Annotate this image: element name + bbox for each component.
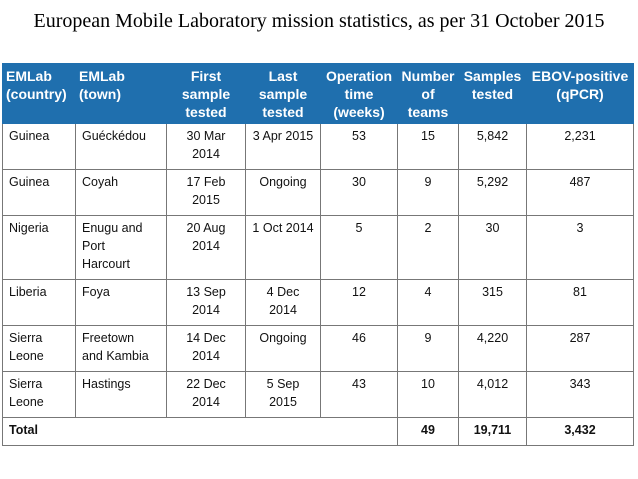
header-town: EMLab (town) (76, 64, 167, 124)
cell-teams: 2 (398, 216, 459, 280)
cell-country: Sierra Leone (3, 326, 76, 372)
cell-teams: 9 (398, 170, 459, 216)
cell-last-sample: 5 Sep 2015 (246, 372, 321, 418)
page-title: European Mobile Laboratory mission statistics, as per 31 October 2015 (33, 10, 605, 32)
total-samples: 19,711 (459, 418, 527, 446)
cell-first-sample: 14 Dec 2014 (167, 326, 246, 372)
table-row (3, 372, 634, 418)
table-row (3, 216, 634, 280)
cell-country: Guinea (3, 170, 76, 216)
header-operation-time: Operation time (weeks) (321, 64, 398, 124)
cell-samples: 4,012 (459, 372, 527, 418)
cell-town: Guéckédou (76, 124, 167, 170)
cell-last-sample: 3 Apr 2015 (246, 124, 321, 170)
cell-samples: 4,220 (459, 326, 527, 372)
cell-country: Liberia (3, 280, 76, 326)
cell-last-sample: 1 Oct 2014 (246, 216, 321, 280)
cell-ebov: 343 (527, 372, 634, 418)
cell-samples: 30 (459, 216, 527, 280)
cell-country: Guinea (3, 124, 76, 170)
cell-samples: 5,292 (459, 170, 527, 216)
table-row (3, 170, 634, 216)
cell-ebov: 487 (527, 170, 634, 216)
cell-last-sample: 4 Dec 2014 (246, 280, 321, 326)
header-first-sample: First sample tested (167, 64, 246, 124)
cell-first-sample: 30 Mar 2014 (167, 124, 246, 170)
mission-statistics-table (2, 63, 634, 446)
cell-teams: 15 (398, 124, 459, 170)
cell-teams: 9 (398, 326, 459, 372)
table-total-row (3, 418, 634, 446)
cell-ebov: 287 (527, 326, 634, 372)
cell-country: Sierra Leone (3, 372, 76, 418)
header-country: EMLab (country) (3, 64, 76, 124)
cell-first-sample: 17 Feb 2015 (167, 170, 246, 216)
table-row (3, 124, 634, 170)
total-ebov: 3,432 (527, 418, 634, 446)
cell-samples: 315 (459, 280, 527, 326)
cell-ebov: 2,231 (527, 124, 634, 170)
cell-operation-time: 53 (321, 124, 398, 170)
header-number-of-teams: Number of teams (398, 64, 459, 124)
cell-samples: 5,842 (459, 124, 527, 170)
cell-ebov: 3 (527, 216, 634, 280)
cell-town: Enugu and Port Harcourt (76, 216, 167, 280)
cell-teams: 10 (398, 372, 459, 418)
cell-ebov: 81 (527, 280, 634, 326)
cell-operation-time: 46 (321, 326, 398, 372)
cell-town: Freetown and Kambia (76, 326, 167, 372)
cell-country: Nigeria (3, 216, 76, 280)
table-header-row (3, 64, 634, 124)
total-teams: 49 (398, 418, 459, 446)
cell-first-sample: 22 Dec 2014 (167, 372, 246, 418)
cell-last-sample: Ongoing (246, 170, 321, 216)
cell-operation-time: 5 (321, 216, 398, 280)
cell-teams: 4 (398, 280, 459, 326)
cell-first-sample: 13 Sep 2014 (167, 280, 246, 326)
cell-operation-time: 43 (321, 372, 398, 418)
cell-first-sample: 20 Aug 2014 (167, 216, 246, 280)
table-row (3, 280, 634, 326)
cell-operation-time: 12 (321, 280, 398, 326)
cell-town: Hastings (76, 372, 167, 418)
header-ebov-positive: EBOV-positive (qPCR) (527, 64, 634, 124)
cell-operation-time: 30 (321, 170, 398, 216)
table-row (3, 326, 634, 372)
total-label: Total (3, 418, 398, 446)
cell-last-sample: Ongoing (246, 326, 321, 372)
cell-town: Coyah (76, 170, 167, 216)
header-last-sample: Last sample tested (246, 64, 321, 124)
header-samples-tested: Samples tested (459, 64, 527, 124)
cell-town: Foya (76, 280, 167, 326)
